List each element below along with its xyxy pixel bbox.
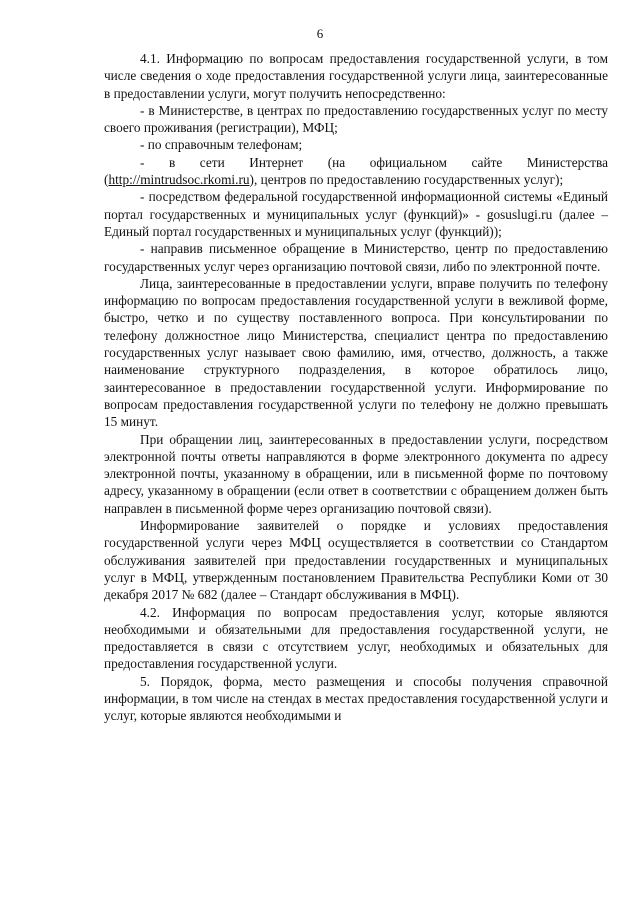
paragraph-mfc-informing: Информирование заявителей о порядке и условиях предоставления государственной услуги через МФЦ осуществляется в соответствии со Стандартом обслуживания заявителей при предоставлении государственных и муниципальных услуг в МФЦ, утвержденным постановлением Правительства Республики Коми от 30 декабря 2017 № 682 (далее – Стандарт обслуживания в МФЦ).	[104, 518, 608, 603]
ministry-website-link[interactable]: http://mintrudsoc.rkomi.ru	[108, 172, 250, 188]
document-body	[104, 50, 608, 725]
list-item-phones: - по справочным телефонам;	[140, 137, 303, 153]
paragraph-4-1: 4.1. Информацию по вопросам предоставления государственной услуги, в том числе сведения о ходе предоставления государственной услуги лица, заинтересованные в предоставлении услуги, могут получить непосредственно:	[104, 51, 608, 101]
paragraph-5: 5. Порядок, форма, место размещения и способы получения справочной информации, в том числе на стендах в местах предоставления государственной услуги и услуг, которые являются необходимыми и	[104, 673, 608, 724]
page-number: 6	[316, 26, 324, 41]
list-item-written-request: - направив письменное обращение в Министерство, центр по предоставлению государственных услуг через организацию почтовой связи, либо по электронной почте.	[104, 241, 608, 274]
list-item-unified-portal: - посредством федеральной государственной информационной системы «Единый портал государственных и муниципальных услуг (функций)» - gosuslugi.ru (далее – Единый портал государственных и муниципальных услуг (функций));	[104, 189, 608, 239]
list-item-internet	[104, 154, 608, 189]
paragraph-4-2: 4.2. Информация по вопросам предоставления услуг, которые являются необходимыми и обязательными для предоставления государственной услуги, не предоставляется в связи с отсутствием услуг, необходимых и обязательных для предоставления государственной услуги.	[104, 604, 608, 672]
paragraph-email-requests: При обращении лиц, заинтересованных в предоставлении услуги, посредством электронной почты ответы направляются в форме электронного документа по адресу электронной почты, указанному в обращении, или в письменной форме по почтовому адресу, указанному в обращении (если ответ в соответствии с обращением должен быть направлен в письменной форме через организацию почтовой связи).	[104, 431, 608, 516]
internet-text-before: - в сети Интернет (на официальном сайте Министерства (	[104, 154, 608, 188]
internet-text-after: ), центров по предоставлению государственных услуг);	[249, 172, 564, 188]
list-item-ministry: - в Министерстве, в центрах по предоставлению государственных услуг по месту своего проживания (регистрации), МФЦ;	[104, 102, 608, 136]
paragraph-phone-consultation: Лица, заинтересованные в предоставлении услуги, вправе получить по телефону информацию по вопросам предоставления государственной услуги в вежливой форме, быстро, четко и по существу поставленного вопроса. При консультировании по телефону должностное лицо Министерства, специалист центра по предоставлению государственных услуг называет свою фамилию, имя, отчество, должность, а также наименование структурного подразделения, в которое обратилось лицо, заинтересованное в предоставлении государственной услуги. Информирование по вопросам предоставления государственной услуги по телефону не должно превышать 15 минут.	[104, 275, 608, 430]
